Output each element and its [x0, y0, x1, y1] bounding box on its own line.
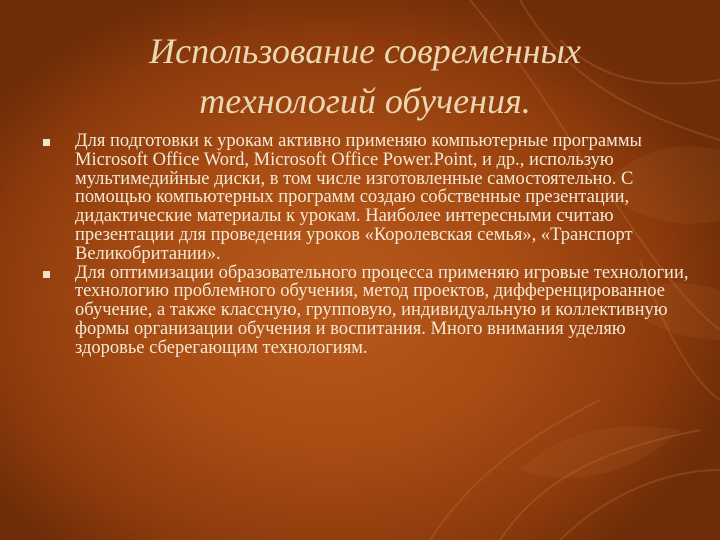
slide-title: [60, 26, 670, 126]
bullet-item-computer-programs: [40, 132, 690, 264]
bullet-text: Для оптимизации образовательного процесса применяю игровые технологии, технологию проблемного обучения, метод проектов, дифференцированное обучение, а также классную, групповую, индивидуальную и коллективную формы организации обучения и воспитания. Много внимания уделяю здоровье сберегающим технологиям.: [75, 262, 689, 358]
bullet-list: [40, 132, 690, 358]
bullet-item-teaching-technologies: [40, 264, 690, 358]
square-bullet-icon: [43, 139, 50, 146]
slide-title-line-2: технологий обучения.: [199, 81, 531, 121]
slide-title-line-1: Использование современных: [149, 31, 581, 71]
bullet-text: Для подготовки к урокам активно применяю компьютерные программы Microsoft Office Word, Microsoft Office Power.Point, и др., использую мультимедийные диски, в том числе изготовленные самостоятельно. С помощью компьютерных программ создаю собственные презентации, дидактические материалы к урокам. Наиболее интересными считаю презентации для проведения уроков «Королевская семья», «Транспорт Великобритании».: [75, 131, 642, 264]
square-bullet-icon: [43, 271, 50, 278]
